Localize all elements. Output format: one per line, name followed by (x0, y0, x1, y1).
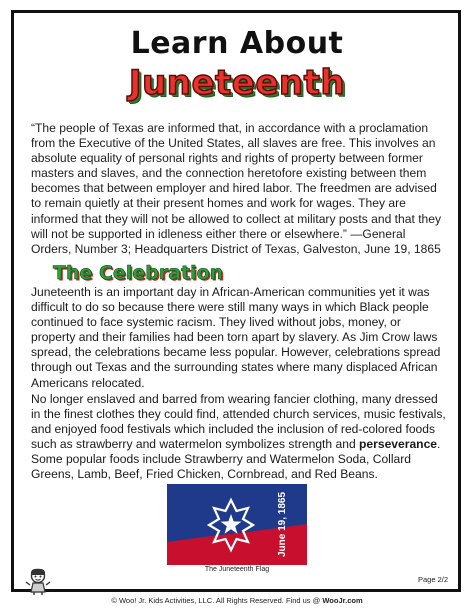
celebration-paragraph-2 (31, 392, 446, 483)
juneteenth-flag-image (167, 484, 307, 565)
title-juneteenth-word: Juneteenth (128, 63, 346, 103)
footer-copyright (0, 596, 474, 605)
title-learn-about: Learn About (130, 26, 344, 61)
woo-jr-mascot-icon (24, 566, 52, 596)
general-orders-quote: “The people of Texas are informed that, in accordance with a proclamation from the Executive of the United States, all slaves are free. This involves an absolute equality of personal rights and rights of property between former masters and slaves, and the connection heretofore existing between them becomes that between employer and hired labor. The freedmen are advised to remain quietly at their present homes and work for wages. They are informed that they will not be allowed to collect at military posts and that they will not be supported in idleness either there or elsewhere.” —General Orders, Number 3; Headquarters District of Texas, Galveston, June 19, 1865 (31, 121, 442, 256)
title-juneteenth (0, 63, 474, 103)
page-number: Page 2/2 (417, 575, 448, 584)
footer-site-link[interactable]: WooJr.com (322, 596, 363, 605)
section-heading-celebration: The Celebration (53, 262, 224, 284)
para2-text-start: No longer enslaved and barred from wearing fancier clothing, many dressed in the finest clothes they could find, attended church services, music festivals, and enjoyed food festivals which included the inclusion of red-colored foods such as strawberry and watermelon symbolizes strength and (31, 392, 446, 452)
para2-text-end: . Some popular foods include Strawberry and Watermelon Soda, Collard Greens, Lamb, Beef, Fried Chicken, Cornbread, and Red Beans. (31, 437, 441, 482)
celebration-paragraph-1: Juneteenth is an important day in African-American communities yet it was difficult to do so because there were still many ways in which Black people continued to face systemic racism. They lived without jobs, money, or property and their families had been torn apart by slavery. As Jim Crow laws spread, the celebrations became less popular. However, celebrations spread through out Texas and the surrounding states where many displaced African Americans relocated. (31, 285, 441, 390)
footer-copyright-text: © Woo! Jr. Kids Activities, LLC. All Rights Reserved. Find us @ (111, 596, 323, 605)
para2-bold-word: perseverance (359, 437, 438, 452)
flag-date-text: June 19, 1865 (277, 491, 288, 558)
flag-caption: The Juneteenth Flag (204, 566, 270, 573)
